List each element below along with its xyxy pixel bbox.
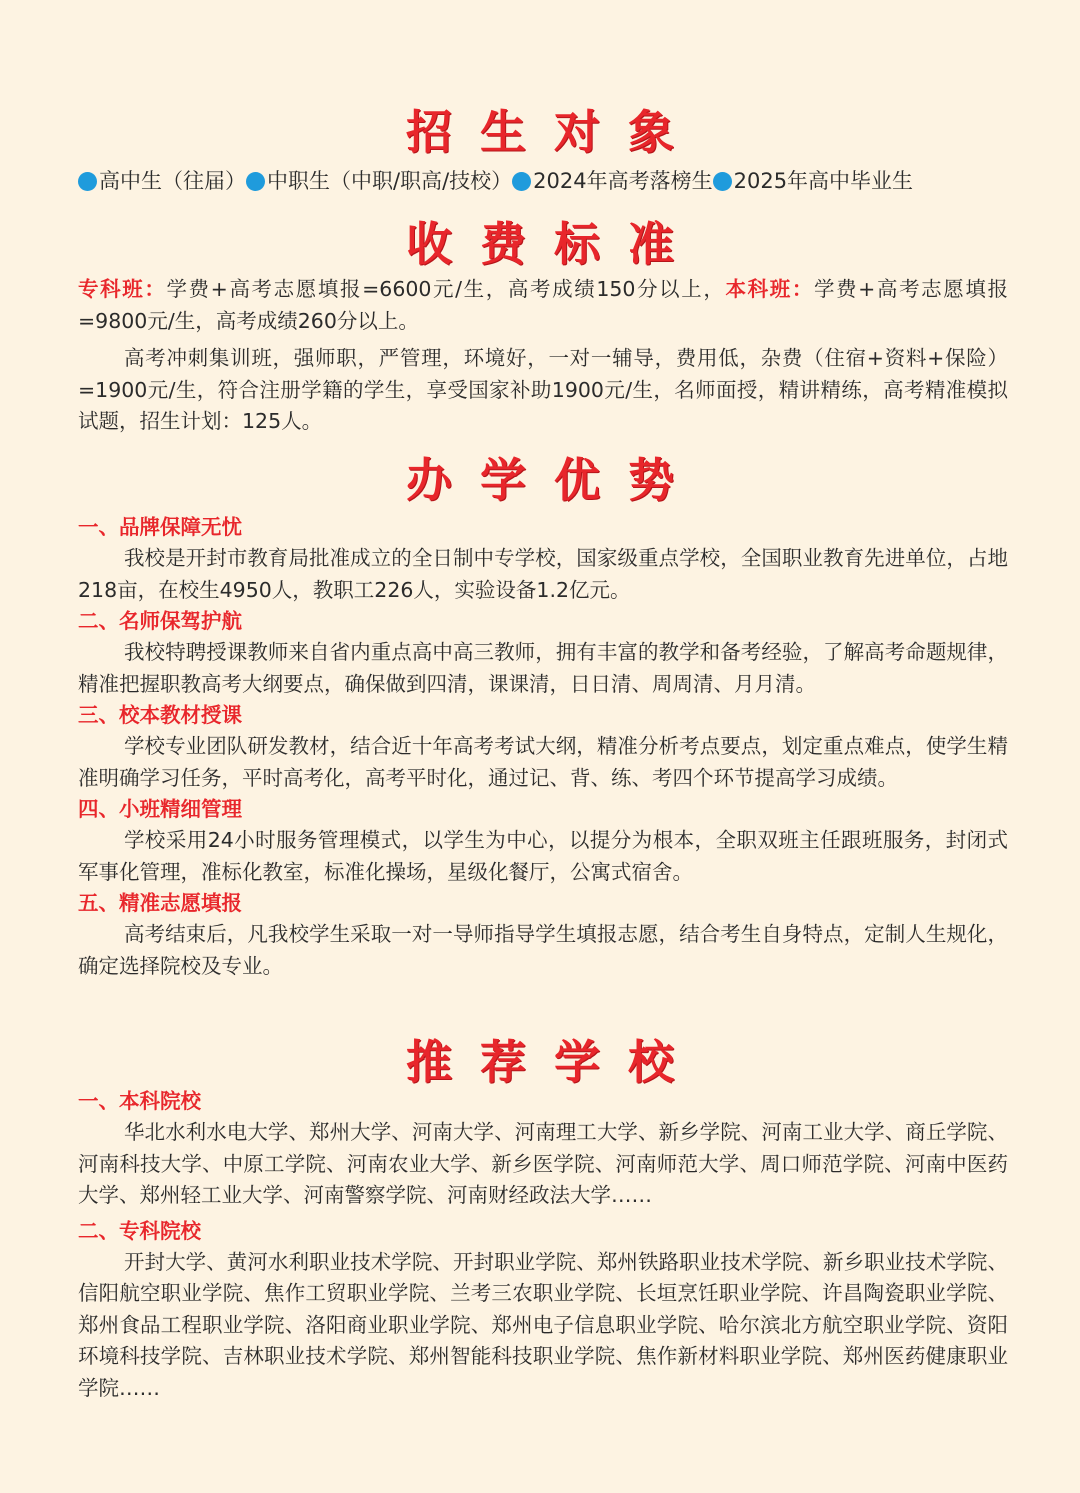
- advantage-text: 学校专业团队研发教材，结合近十年高考考试大纲，精准分析考点要点，划定重点难点，使学生精准明确学习任务，平时高考化，高考平时化，通过记、背、练、考四个环节提高学习成绩。: [78, 734, 1008, 790]
- advantage-text: 我校是开封市教育局批准成立的全日制中专学校，国家级重点学校，全国职业教育先进单位，占地218亩，在校生4950人，教职工226人，实验设备1.2亿元。: [78, 546, 1008, 602]
- advantage-heading: 一、品牌保障无忧: [78, 515, 242, 539]
- benke-label: 本科班：: [725, 277, 814, 301]
- bullet-dot-icon: [713, 172, 732, 191]
- advantage-text: 我校特聘授课教师来自省内重点高中高三教师，拥有丰富的教学和备考经验，了解高考命题规律，精准把握职教高考大纲要点，确保做到四清，课课清，日日清、周周清、月月清。: [78, 640, 1008, 696]
- section-title-fees: 收费标准: [406, 217, 702, 271]
- target-list: [78, 166, 1038, 196]
- target-item: 2024年高考落榜生: [512, 169, 712, 193]
- fee-paragraph: 高考冲刺集训班，强师职，严管理，环境好，一对一辅导，费用低，杂费（住宿+资料+保险）=1900元/生，符合注册学籍的学生，享受国家补助1900元/生，名师面授，精讲精练，高考精准模拟试题，招生计划：125人。: [78, 346, 1008, 433]
- school-heading: 二、专科院校: [78, 1218, 201, 1243]
- bullet-dot-icon: [246, 172, 265, 191]
- target-item: 2025年高中毕业生: [713, 169, 913, 193]
- advantage-text: 学校采用24小时服务管理模式，以学生为中心，以提分为根本，全职双班主任跟班服务，封闭式军事化管理，准标化教室，标准化操场，星级化餐厅，公寓式宿舍。: [78, 828, 1008, 884]
- advantages-block: [78, 512, 1008, 982]
- school-heading: 一、本科院校: [78, 1089, 201, 1113]
- benke-text: 学费+高考志愿填报=9800元/生，高考成绩260分以上。: [78, 277, 1009, 333]
- bullet-dot-icon: [78, 172, 97, 191]
- target-item: 中职生（中职/职高/技校）: [246, 169, 512, 193]
- target-item: 高中生（往届）: [78, 169, 246, 193]
- zhuanke-text: 学费+高考志愿填报=6600元/生，高考成绩150分以上，: [166, 277, 726, 301]
- zhuanke-label: 专科班：: [78, 277, 167, 301]
- advantage-heading: 二、名师保驾护航: [78, 609, 242, 633]
- section-title-advantages: 办学优势: [406, 453, 702, 507]
- advantage-text: 高考结束后，凡我校学生采取一对一导师指导学生填报志愿，结合考生自身特点，定制人生规化，确定选择院校及专业。: [78, 922, 1008, 978]
- schools-block: [78, 1086, 1008, 1404]
- advantage-heading: 四、小班精细管理: [78, 797, 242, 821]
- bullet-dot-icon: [512, 172, 531, 191]
- fees-block: [78, 274, 1008, 438]
- school-list-text: 华北水利水电大学、郑州大学、河南大学、河南理工大学、新乡学院、河南工业大学、商丘学院、河南科技大学、中原工学院、河南农业大学、新乡医学院、河南师范大学、周口师范学院、河南中医药大学、郑州轻工业大学、河南警察学院、河南财经政法大学……: [78, 1120, 1008, 1207]
- fee-classes: [78, 274, 1008, 337]
- school-list-text: 开封大学、黄河水利职业技术学院、开封职业学院、郑州铁路职业技术学院、新乡职业技术学院、信阳航空职业学院、焦作工贸职业学院、兰考三农职业学院、长垣烹饪职业学院、许昌陶瓷职业学院、郑州食品工程职业学院、洛阳商业职业学院、郑州电子信息职业学院、哈尔滨北方航空职业学院、资阳环境科技学院、吉林职业技术学院、郑州智能科技职业学院、焦作新材料职业学院、郑州医药健康职业学院……: [78, 1249, 1008, 1400]
- section-title-targets: 招生对象: [406, 105, 702, 159]
- advantage-heading: 三、校本教材授课: [78, 703, 242, 727]
- advantage-heading: 五、精准志愿填报: [78, 891, 242, 915]
- section-title-schools: 推荐学校: [406, 1035, 702, 1089]
